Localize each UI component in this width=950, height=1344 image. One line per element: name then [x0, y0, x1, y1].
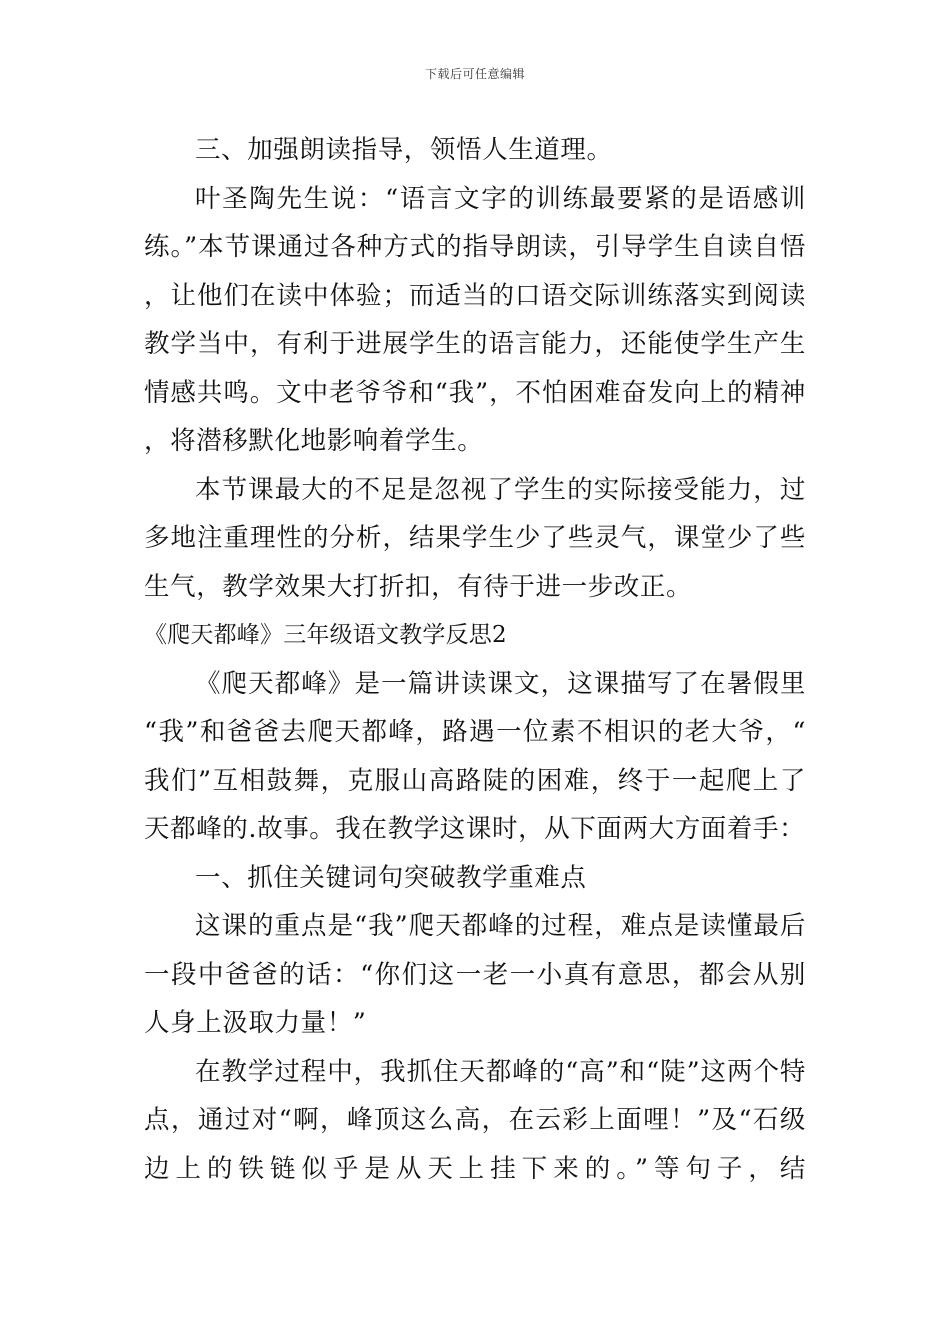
document-body: [144, 126, 806, 1193]
paragraph-shortcomings: 本节课最大的不足是忽视了学生的实际接受能力，过多地注重理性的分析，结果学生少了些灵气，课堂少了些生气，教学效果大打折扣，有待于进一步改正。: [144, 474, 806, 602]
paragraph-lesson-summary: 《爬天都峰》是一篇讲读课文，这课描写了在暑假里“我”和爸爸去爬天都峰，路遇一位素不相识的老大爷，“我们”互相鼓舞，克服山高路陡的困难，终于一起爬上了天都峰的.故事。我在教学这课时，从下面两大方面着手：: [144, 668, 806, 844]
paragraph-key-difficulty: 这课的重点是“我”爬天都峰的过程，难点是读懂最后一段中爸爸的话：“你们这一老一小真有意思，都会从别人身上汲取力量！”: [144, 911, 806, 1038]
article-title: 《爬天都峰》三年级语文教学反思2: [144, 622, 507, 648]
section-heading-three: 三、加强朗读指导，领悟人生道理。: [195, 135, 613, 165]
paragraph-ye-shengtao-quote: 叶圣陶先生说：“语言文字的训练最要紧的是语感训练。”本节课通过各种方式的指导朗读，引导学生自读自悟，让他们在读中体验；而适当的口语交际训练落实到阅读教学当中，有利于进展学生的语言能力，还能使学生产生情感共鸣。文中老爷爷和“我”，不怕困难奋发向上的精神，将潜移默化地影响着学生。: [144, 183, 806, 456]
paragraph-teaching-process: 在教学过程中，我抓住天都峰的“高”和“陡”这两个特点，通过对“啊，峰顶这么高，在云彩上面哩！”及“石级边上的铁链似乎是从天上挂下来的。”等句子，结: [144, 1056, 806, 1184]
section-heading-one: 一、抓住关键词句突破教学重难点: [195, 862, 587, 893]
page-header-note: 下载后可任意编辑: [424, 67, 525, 81]
